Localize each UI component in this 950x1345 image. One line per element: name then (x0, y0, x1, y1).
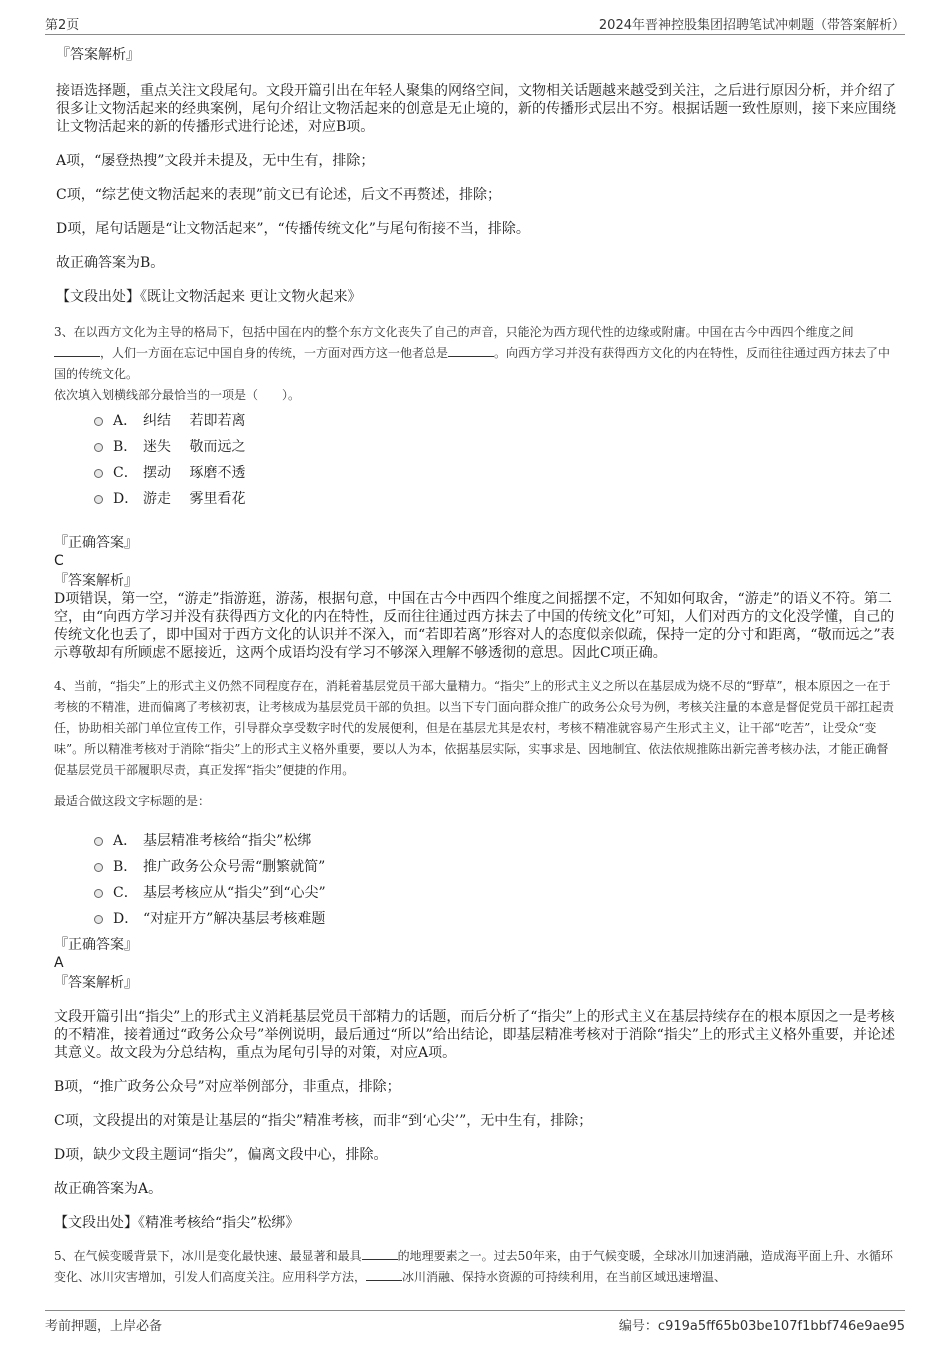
q5-stem-part3: 冰川消融、保持水资源的可持续利用，在当前区域迅速增温、 (402, 1270, 727, 1284)
document-title: 2024年晋神控股集团招聘笔试冲刺题（带答案解析） (598, 18, 905, 33)
radio-icon[interactable] (94, 495, 103, 504)
option-text: 基层精准考核给“指尖”松绑 (143, 833, 312, 849)
radio-icon[interactable] (94, 889, 103, 898)
q3-stem-part2: ，人们一方面在忘记中国自身的传统，一方面对西方这一他者总是 (100, 346, 449, 360)
option-text: 基层考核应从“指尖”到“心尖” (143, 885, 326, 901)
option-text: 游走 雾里看花 (143, 491, 246, 507)
q4-answer: A (54, 955, 64, 971)
q4-option-d[interactable] (94, 906, 896, 932)
radio-icon[interactable] (94, 469, 103, 478)
q4-options (94, 828, 896, 932)
q4-analysis-b: B项，“推广政务公众号”对应举例部分，非重点，排除； (54, 1079, 401, 1095)
page-number: 第2页 (45, 18, 80, 33)
footer-motto: 考前押题，上岸必备 (45, 1319, 163, 1334)
page-footer (45, 1310, 905, 1335)
q5-stem-part1: 5、在气候变暖背景下，冰川是变化最快速、最显著和最具 (54, 1249, 362, 1263)
q3-answer: C (54, 553, 64, 569)
q3-stem-part1: 3、在以西方文化为主导的格局下，包括中国在内的整个东方文化丧失了自己的声音，只能沦为西方现代性的边缘或附庸。中国在古今中西四个维度之间 (54, 325, 854, 339)
question-5 (54, 1246, 896, 1288)
question-4 (54, 676, 896, 1232)
option-text: “对症开方”解决基层考核难题 (143, 911, 326, 927)
q4-option-b[interactable] (94, 854, 896, 880)
radio-icon[interactable] (94, 417, 103, 426)
q3-answer-tag: 『正确答案』 (54, 535, 138, 551)
q3-option-b[interactable] (94, 434, 896, 460)
q4-analysis-c: C项，文段提出的对策是让基层的“指尖”精准考核，而非“到‘心尖’”，无中生有，排除； (54, 1113, 593, 1129)
q4-conclusion: 故正确答案为A。 (54, 1181, 163, 1197)
option-text: 迷失 敬而远之 (143, 439, 246, 455)
footer-code: 编号：c919a5ff65b03be107f1bbf746e9ae95 (618, 1319, 905, 1334)
q3-option-c[interactable] (94, 460, 896, 486)
q2-analysis-a: A项，“屡登热搜”文段并未提及，无中生有，排除； (56, 153, 375, 169)
q2-analysis-tag: 『答案解析』 (56, 47, 140, 63)
q3-option-a[interactable] (94, 408, 896, 434)
radio-icon[interactable] (94, 837, 103, 846)
page-header (45, 10, 905, 35)
q4-source: 【文段出处】《精准考核给“指尖”松绑》 (54, 1215, 300, 1231)
q3-blank-2 (448, 344, 494, 357)
q4-analysis-d: D项，缺少文段主题词“指尖”，偏离文段中心，排除。 (54, 1147, 388, 1163)
q4-option-a[interactable] (94, 828, 896, 854)
q2-analysis-d: D项，尾句话题是“让文物活起来”，“传播传统文化”与尾句衔接不当，排除。 (56, 221, 530, 237)
q3-stem (54, 322, 896, 385)
option-letter: B． (113, 859, 138, 875)
q3-options (94, 408, 896, 512)
q4-answer-tag: 『正确答案』 (54, 937, 138, 953)
q2-source: 【文段出处】《既让文物活起来 更让文物火起来》 (56, 289, 362, 305)
question-3 (54, 322, 896, 662)
q5-stem-part2: 的地理要素之一。过去50年来，由于气候变暖，全球冰川加速消融，造成海平面上升、水循环变化、冰川灾害增加，引发人们高度关注。应用科学方法， (54, 1249, 893, 1284)
q4-analysis-main: 文段开篇引出“指尖”上的形式主义消耗基层党员干部精力的话题，而后分析了“指尖”上的形式主义在基层持续存在的根本原因之一是考核的不精准，接着通过“政务公众号”举例说明，最后通过“所以”给出结论，即基层精准考核对于消除“指尖”上的形式主义格外重要，并论述其意义。故文段为分总结构，重点为尾句引导的对策，对应A项。 (54, 1009, 895, 1061)
q3-stem-part3: 。向西方学习并没有获得西方文化的内在特性，反而往往通过西方抹去了中国的传统文化。 (54, 346, 891, 381)
option-letter: A． (113, 833, 138, 849)
q4-analysis-tag: 『答案解析』 (54, 975, 138, 991)
q3-blank-1 (54, 344, 100, 357)
q3-analysis: D项错误，第一空，“游走”指游逛，游荡，根据句意，中国在古今中西四个维度之间摇摆不定，不知如何取舍，“游走”的语义不符。第二空，由“向西方学习并没有获得西方文化的内在特性，反而往往通过西方抹去了中国的传统文化”可知，人们对西方的文化没学懂，自己的传统文化也丢了，即中国对于西方文化的认识并不深入，而“若即若离”形容对人的态度似亲似疏，保持一定的分寸和距离，“敬而远之”表示尊敬却有所顾虑不愿接近，这两个成语均没有学习不够深入理解不够透彻的意思。因此C项正确。 (54, 591, 895, 661)
option-text: 纠结 若即若离 (143, 413, 246, 429)
radio-icon[interactable] (94, 915, 103, 924)
option-letter: C． (113, 465, 138, 481)
option-letter: D． (113, 911, 139, 927)
q4-prompt: 最适合做这段文字标题的是： (54, 794, 211, 808)
q2-conclusion: 故正确答案为B。 (56, 255, 165, 271)
q4-stem: 4、当前，“指尖”上的形式主义仍然不同程度存在，消耗着基层党员干部大量精力。“指尖”上的形式主义之所以在基层成为烧不尽的“野草”，根本原因之一在于考核的不精准，进而偏离了考核初衷，让考核成为基层党员干部的负担。以当下专门面向群众推广的政务公众号为例，考核关注量的本意是督促党员干部扛起责任，协助相关部门单位宣传工作，引导群众享受数字时代的发展便利，但是在基层尤其是农村，考核不精准就容易产生形式主义，让干部“吃苦”，让受众“变味”。所以精准考核对于消除“指尖”上的形式主义格外重要，要以人为本，依据基层实际，实事求是、因地制宜、依法依规推陈出新完善考核办法，才能正确督促基层党员干部履职尽责，真正发挥“指尖”便捷的作用。 (54, 679, 895, 777)
q3-prompt: 依次填入划横线部分最恰当的一项是（ ）。 (54, 388, 301, 402)
option-letter: A． (113, 413, 138, 429)
option-letter: B． (113, 439, 138, 455)
q2-analysis-c: C项，“综艺使文物活起来的表现”前文已有论述，后文不再赘述，排除； (56, 187, 502, 203)
radio-icon[interactable] (94, 443, 103, 452)
option-text: 摆动 琢磨不透 (143, 465, 246, 481)
radio-icon[interactable] (94, 863, 103, 872)
option-letter: D． (113, 491, 139, 507)
q3-analysis-tag: 『答案解析』 (54, 573, 138, 589)
q5-blank-2 (366, 1268, 402, 1281)
q4-option-c[interactable] (94, 880, 896, 906)
page-content (56, 46, 896, 1288)
q5-blank-1 (362, 1247, 398, 1260)
q3-option-d[interactable] (94, 486, 896, 512)
q2-analysis-main: 接语选择题，重点关注文段尾句。文段开篇引出在年轻人聚集的网络空间，文物相关话题越来越受到关注，之后进行原因分析，并介绍了很多让文物活起来的经典案例，尾句介绍让文物活起来的创意是无止境的，新的传播形式层出不穷。根据话题一致性原则，接下来应围绕让文物活起来的新的传播形式进行论述，对应B项。 (56, 83, 896, 135)
option-text: 推广政务公众号需“删繁就简” (143, 859, 326, 875)
q5-stem (54, 1246, 896, 1288)
option-letter: C． (113, 885, 138, 901)
